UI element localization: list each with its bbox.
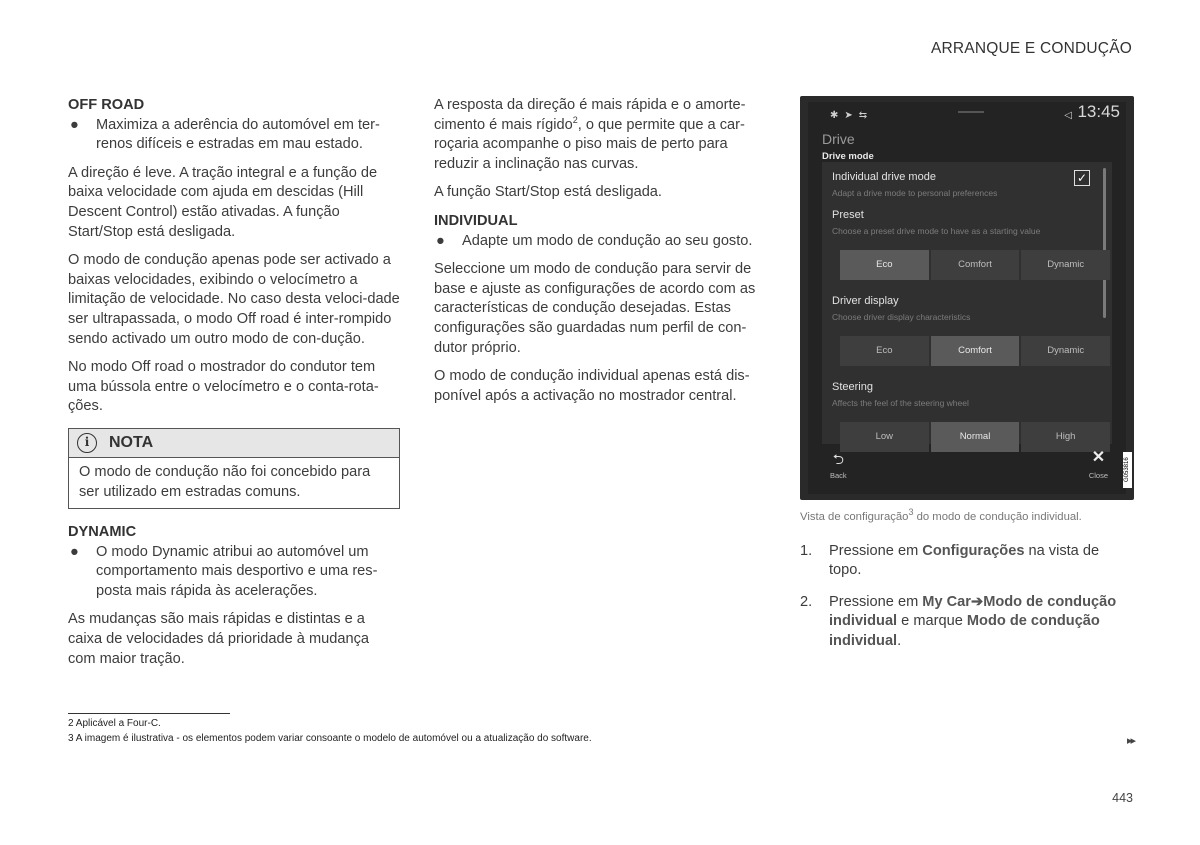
close-icon: ✕ <box>1091 449 1106 467</box>
text-run: Pressione em <box>829 542 923 559</box>
footnote-ref-2: 2 <box>572 114 578 125</box>
text-run: e marque <box>897 613 967 630</box>
text-run: Vista de configuração <box>800 511 909 523</box>
menu-configuracoes: Configurações <box>922 542 1025 559</box>
note-box <box>68 428 400 509</box>
preset-selector <box>840 250 1110 280</box>
note-header <box>69 429 399 458</box>
menu-modo-conducao: Modo de condução individual <box>829 593 1117 630</box>
steering-selector <box>840 422 1110 452</box>
note-title: NOTA <box>109 434 154 452</box>
preset-option-dynamic[interactable]: Dynamic <box>1021 250 1110 280</box>
individual-mode-desc: Adapt a drive mode to personal preferences <box>832 188 998 198</box>
offroad-bullet-text: Maximiza a aderência do automóvel em ter-renos difíceis e estradas em mau estado. <box>96 116 380 153</box>
dynamic-heading: DYNAMIC <box>68 524 137 541</box>
footnote-3: 3 A imagem é ilustrativa - os elementos podem variar consoante o modelo de automóvel ou a atualização do software. <box>68 733 592 744</box>
screen-title: Drive <box>822 131 855 147</box>
scrollbar[interactable] <box>1103 168 1106 318</box>
text-run: Pressione em <box>829 593 923 610</box>
steering-desc: Affects the feel of the steering wheel <box>832 398 969 408</box>
step-number: 2. <box>800 593 813 610</box>
preset-option-eco[interactable]: Eco <box>840 250 929 280</box>
text-run: A resposta da direção é mais rápida e o amorte-cimento é mais rígido <box>434 97 746 133</box>
column-left <box>68 96 400 678</box>
driver-display-label: Driver display <box>832 295 899 307</box>
steering-option-high[interactable]: High <box>1021 422 1110 452</box>
bullet-icon: ● <box>436 232 445 249</box>
dynamic-paragraph-1: As mudanças são mais rápidas e distintas e a caixa de velocidades dá prioridade à mudança com maior tração. <box>68 611 369 667</box>
dynamic-bullet <box>68 543 400 602</box>
preset-label: Preset <box>832 209 864 221</box>
next-page-icon: ▸▸ <box>1126 735 1134 747</box>
step-number: 1. <box>800 542 813 559</box>
text-run: do modo de condução individual. <box>913 511 1082 523</box>
page-number: 443 <box>1112 791 1133 805</box>
individual-mode-checkbox[interactable]: ✓ <box>1074 170 1090 186</box>
note-body: O modo de condução não foi concebido para ser utilizado em estradas comuns. <box>79 463 371 500</box>
driver-display-option-comfort[interactable]: Comfort <box>931 336 1020 366</box>
screen-bottom-bar <box>808 449 1126 494</box>
column-middle <box>434 96 766 415</box>
offroad-paragraph-1: A direção é leve. A tração integral e a função de baixa velocidade com ajuda em descidas (Hill Descent Control) estão ativadas. A função Start/Stop está desligada. <box>68 164 378 240</box>
preset-desc: Choose a preset drive mode to have as a starting value <box>832 226 1041 236</box>
section-header: ARRANQUE E CONDUÇÃO <box>930 40 1132 57</box>
back-button[interactable] <box>830 452 847 486</box>
speaker-icon: ◁ <box>1064 110 1072 121</box>
offroad-heading: OFF ROAD <box>68 97 145 113</box>
back-arrow-icon: ⮌ <box>832 451 844 468</box>
clock: 13:45 <box>1077 102 1120 121</box>
middle-paragraph-1 <box>434 96 766 174</box>
middle-paragraph-3: Seleccione um modo de condução para servir de base e ajuste as configurações de acordo com as características de condução desejadas. Estas configurações são guardadas num perfil de con-dutor próprio. <box>434 261 756 356</box>
option-modo-conducao: Modo de condução individual <box>829 613 1100 649</box>
offroad-bullet <box>68 116 400 155</box>
driver-display-selector <box>840 336 1110 366</box>
steering-option-low[interactable]: Low <box>840 422 929 452</box>
bullet-icon: ● <box>70 116 79 133</box>
steering-label: Steering <box>832 381 873 393</box>
individual-mode-label: Individual drive mode <box>832 171 936 183</box>
text-run: , o que permite que a car-roçaria acompanhe o piso mais de perto para reduzir a inclinação nas curvas. <box>434 116 745 172</box>
bullet-icon: ● <box>70 543 79 560</box>
status-icons: ✱➤⇆ <box>830 110 874 121</box>
image-caption <box>800 508 1134 528</box>
driver-display-option-eco[interactable]: Eco <box>840 336 929 366</box>
screen-display <box>808 102 1126 494</box>
offroad-paragraph-3: No modo Off road o mostrador do condutor tem uma bússola entre o velocímetro e o conta-rota-ções. <box>68 359 379 415</box>
driver-display-desc: Choose driver display characteristics <box>832 312 971 322</box>
steering-option-normal[interactable]: Normal <box>931 422 1020 452</box>
column-right <box>800 96 1134 664</box>
driver-display-option-dynamic[interactable]: Dynamic <box>1021 336 1110 366</box>
footnote-divider <box>68 713 230 714</box>
preset-option-comfort[interactable]: Comfort <box>931 250 1020 280</box>
status-bar <box>808 102 1126 124</box>
drive-mode-screen-image <box>800 96 1134 500</box>
step-1 <box>800 542 1134 581</box>
text-run: na vista de topo. <box>829 542 1100 579</box>
settings-panel <box>822 162 1112 444</box>
menu-my-car: My Car <box>922 593 971 610</box>
footnote-ref-3: 3 <box>908 507 914 518</box>
step-2 <box>800 593 1134 652</box>
text-run: . <box>897 632 902 649</box>
footnote-2: 2 Aplicável a Four-C. <box>68 718 161 729</box>
individual-bullet-text: Adapte um modo de condução ao seu gosto. <box>462 232 753 249</box>
arrow-right-icon: ➔ <box>970 593 984 610</box>
dynamic-bullet-text: O modo Dynamic atribui ao automóvel um comportamento mais desportivo e uma res-posta mais rápida às acelerações. <box>96 543 378 599</box>
middle-paragraph-2: A função Start/Stop está desligada. <box>434 184 662 201</box>
info-icon: i <box>77 433 97 453</box>
screen-subtitle: Drive mode <box>822 151 874 162</box>
back-label: Back <box>830 471 847 481</box>
middle-paragraph-4: O modo de condução individual apenas está dis-ponível após a activação no mostrador central. <box>434 368 750 404</box>
close-label: Close <box>1088 471 1108 481</box>
individual-bullet <box>434 232 766 252</box>
close-button[interactable] <box>1089 450 1108 486</box>
steps-list <box>800 542 1134 652</box>
image-code: G053816 <box>1123 452 1132 488</box>
individual-heading: INDIVIDUAL <box>434 212 518 229</box>
offroad-paragraph-2: O modo de condução apenas pode ser activado a baixas velocidades, exibindo o velocímetro a limitação de velocidade. No caso desta veloci-dade ser ultrapassada, o modo Off road é inter-rompido sendo activado um outro modo de con-dução. <box>68 252 400 347</box>
handle-bar <box>958 111 984 113</box>
